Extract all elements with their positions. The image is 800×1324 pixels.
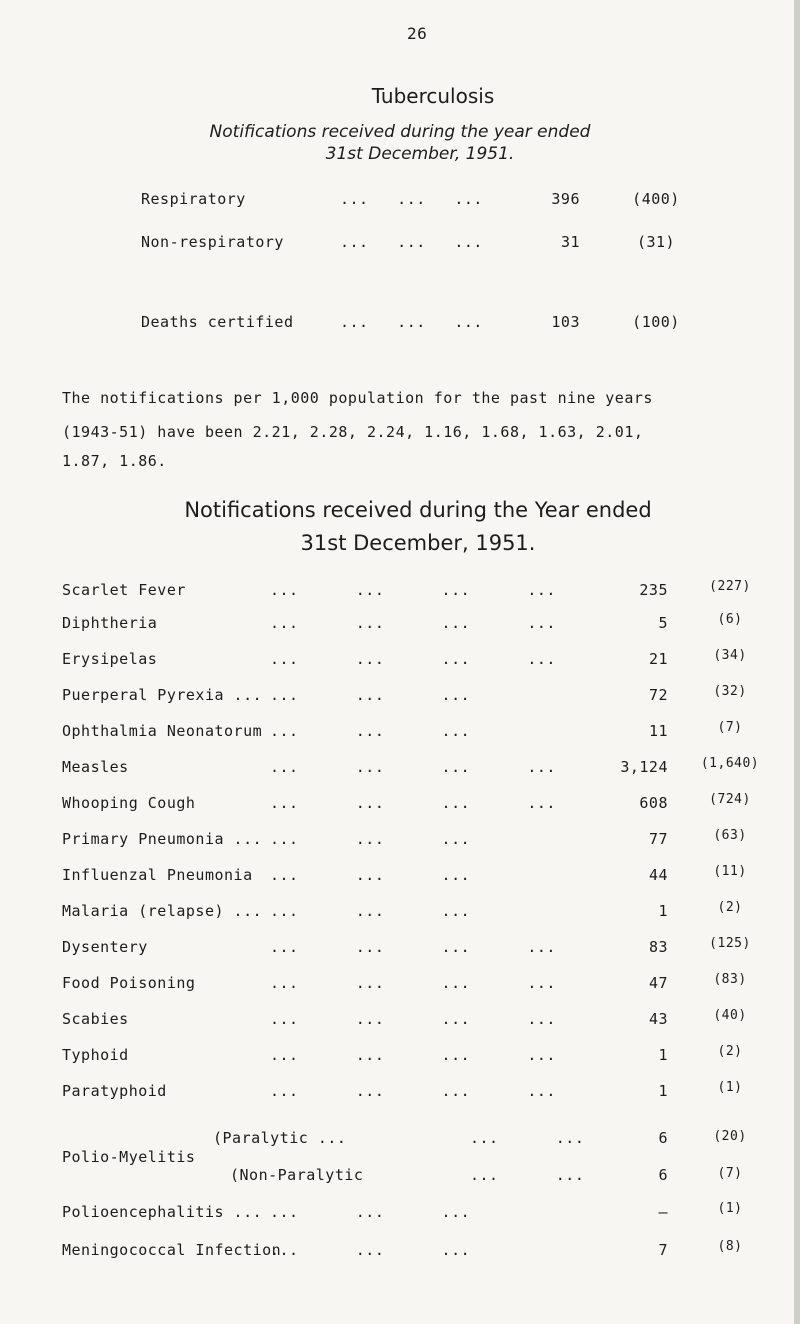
previous-year-count: (8) [717,1239,743,1254]
polio-label: Polio-Myelitis [62,1148,196,1166]
tb-deaths-value: 103 [551,313,580,331]
case-count: 7 [658,1241,668,1259]
case-count: – [658,1203,668,1221]
tb-deaths-dots: ... ... ... [340,313,483,331]
page-number: 26 [407,24,428,43]
leader-dots: ... ... ... [270,830,471,848]
leader-dots: ... ... ... ... [270,974,556,992]
disease-label: Measles [62,758,129,776]
leader-dots: ... ... ... [270,866,471,884]
disease-label: Scarlet Fever [62,581,186,599]
leader-dots: ... ... ... ... [270,1082,556,1100]
leader-dots: ... ... ... ... [270,758,556,776]
case-count: 77 [648,830,668,848]
previous-year-count: (34) [713,648,747,663]
notifications-heading-line2: 31st December, 1951. [300,531,536,555]
case-count: 1 [658,1082,668,1100]
tb-subtitle-line2: 31st December, 1951. [325,144,515,164]
leader-dots: ... ... ... ... [270,938,556,956]
disease-label: Paratyphoid [62,1082,167,1100]
disease-label: Scabies [62,1010,129,1028]
previous-year-count: (63) [713,828,747,843]
polio-sub-dots: ... ... [470,1166,585,1184]
previous-year-count: (125) [709,936,751,951]
leader-dots: ... ... ... ... [270,650,556,668]
disease-label: Meningococcal Infection [62,1241,282,1259]
leader-dots: ... ... ... ... [270,614,556,632]
tb-row-value: 31 [560,233,580,251]
previous-year-count: (40) [713,1008,747,1023]
previous-year-count: (11) [713,864,747,879]
case-count: 5 [658,614,668,632]
leader-dots: ... ... ... ... [270,794,556,812]
previous-year-count: (227) [709,579,751,594]
leader-dots: ... ... ... [270,686,471,704]
disease-label: Whooping Cough [62,794,196,812]
polio-sub-value: 6 [658,1166,668,1184]
polio-sub-value: 6 [658,1129,668,1147]
previous-year-count: (83) [713,972,747,987]
polio-sub-dots: ... ... [470,1129,585,1147]
leader-dots: ... ... ... [270,1203,471,1221]
tb-paragraph-line2: (1943-51) have been 2.21, 2.28, 2.24, 1.16, 1.68, 1.63, 2.01, [62,423,644,441]
disease-label: Diphtheria [62,614,158,632]
polio-sub-previous: (20) [713,1129,747,1144]
case-count: 21 [648,650,668,668]
leader-dots: ... ... ... ... [270,1010,556,1028]
previous-year-count: (1,640) [700,756,760,771]
tb-row-dots: ... ... ... [340,233,483,251]
polio-sub-label: (Non-Paralytic [230,1166,364,1184]
case-count: 1 [658,902,668,920]
previous-year-count: (32) [713,684,747,699]
disease-label: Dysentery [62,938,148,956]
leader-dots: ... ... ... [270,1241,471,1259]
tb-paragraph-line3: 1.87, 1.86. [62,452,167,470]
case-count: 608 [639,794,668,812]
polio-sub-previous: (7) [717,1166,743,1181]
polio-sub-label: (Paralytic ... [213,1129,347,1147]
notifications-heading-line1: Notifications received during the Year ended [184,498,652,522]
previous-year-count: (6) [717,612,743,627]
tb-subtitle-line1: Notifications received during the year ended [209,122,591,142]
tb-row-previous: (400) [632,190,680,208]
previous-year-count: (1) [717,1080,743,1095]
case-count: 1 [658,1046,668,1064]
previous-year-count: (2) [717,900,743,915]
tb-row-label: Non-respiratory [141,233,284,251]
previous-year-count: (724) [709,792,751,807]
tb-row-value: 396 [551,190,580,208]
tb-deaths-previous: (100) [632,313,680,331]
disease-label: Puerperal Pyrexia ... [62,686,263,704]
tb-row-dots: ... ... ... [340,190,483,208]
case-count: 47 [648,974,668,992]
case-count: 83 [648,938,668,956]
tb-row-label: Respiratory [141,190,246,208]
case-count: 43 [648,1010,668,1028]
tb-row-previous: (31) [636,233,676,251]
leader-dots: ... ... ... ... [270,1046,556,1064]
previous-year-count: (2) [717,1044,743,1059]
page-edge-shadow [794,0,800,1324]
leader-dots: ... ... ... [270,722,471,740]
case-count: 235 [639,581,668,599]
previous-year-count: (7) [717,720,743,735]
disease-label: Influenzal Pneumonia [62,866,253,884]
leader-dots: ... ... ... [270,902,471,920]
disease-label: Polioencephalitis ... [62,1203,263,1221]
tb-paragraph-line1: The notifications per 1,000 population for the past nine years [62,389,653,407]
case-count: 3,124 [620,758,668,776]
tb-title: Tuberculosis [371,84,495,108]
disease-label: Erysipelas [62,650,158,668]
disease-label: Typhoid [62,1046,129,1064]
case-count: 72 [648,686,668,704]
disease-label: Food Poisoning [62,974,196,992]
previous-year-count: (1) [717,1201,743,1216]
tb-deaths-label: Deaths certified [141,313,294,331]
case-count: 44 [648,866,668,884]
disease-label: Ophthalmia Neonatorum [62,722,263,740]
leader-dots: ... ... ... ... [270,581,556,599]
disease-label: Malaria (relapse) ... [62,902,263,920]
case-count: 11 [648,722,668,740]
disease-label: Primary Pneumonia ... [62,830,263,848]
